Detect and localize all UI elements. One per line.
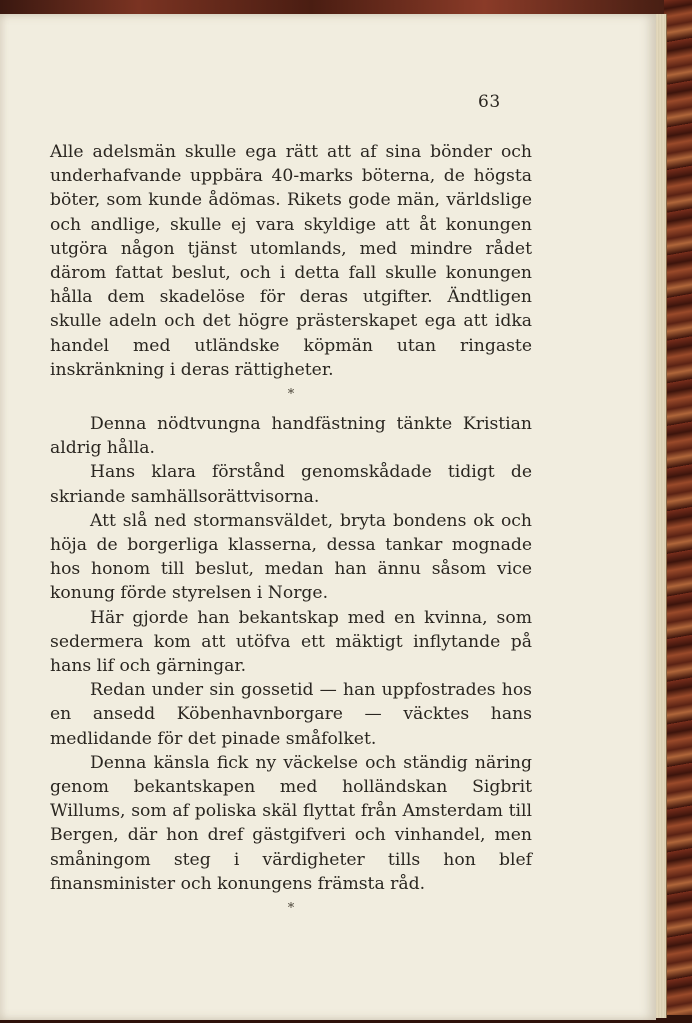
page-body-text [50, 140, 532, 926]
paragraph: Hans klara förstånd genomskådade tidigt de skriande samhällsorättvisorna. [50, 462, 532, 507]
paragraph: Här gjorde han bekantskap med en kvinna, som sedermera kom att utöfva ett mäktigt inflytande på hans lif och gärningar. [50, 607, 532, 677]
paragraph: Denna känsla fick ny väckelse och ständig näring genom bekantskapen med holländskan Sigbrit Willums, som af poliska skäl flyttat från Amsterdam till Bergen, där hon dref gästgifveri och vinhandel, men småningom steg i värdigheter tills hon blef finansminister och konungens främsta råd. [50, 752, 532, 894]
book-cover-marbled-edge [664, 0, 692, 1023]
section-separator-asterisk: * [287, 901, 295, 917]
paragraph: Att slå ned stormansväldet, bryta bondens ok och höja de borgerliga klasserna, dessa tankar mognade hos honom till beslut, medan han ännu såsom vice konung förde styrelsen i Norge. [50, 510, 532, 604]
paragraph: Denna nödtvungna handfästning tänkte Kristian aldrig hålla. [50, 414, 532, 459]
section-separator-asterisk: * [287, 387, 295, 403]
paragraph: Alle adelsmän skulle ega rätt att af sina bönder och underhafvande uppbära 40-marks böterna, de högsta böter, som kunde ådömas. Rikets gode män, världslige och andlige, skulle ej vara skyldige att åt konungen utgöra någon tjänst utomlands, med mindre rådet därom fattat beslut, och i detta fall skulle konungen hålla dem skadelöse för deras utgifter. Ändtligen skulle adeln och det högre prästerskapet ega att idka handel med utländske köpmän utan ringaste inskränkning i deras rättigheter. [50, 142, 532, 380]
paragraph: Redan under sin gossetid — han uppfostrades hos en ansedd Köbenhavnborgare — väcktes hans medlidande för det pinade småfolket. [50, 680, 532, 749]
page-number: 63 [478, 92, 501, 112]
